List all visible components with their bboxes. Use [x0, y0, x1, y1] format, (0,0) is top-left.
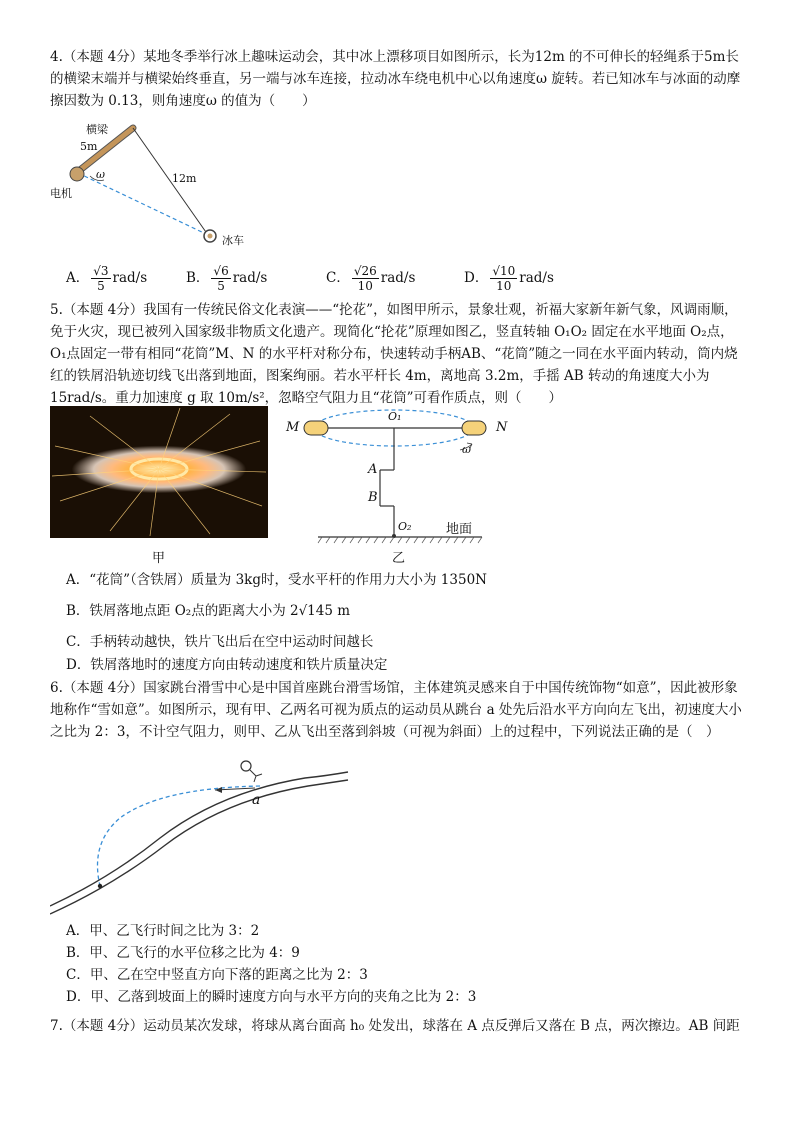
- q5-option-c[interactable]: C．手柄转动越快，铁片飞出后在空中运动时间越长: [66, 634, 374, 650]
- q4-option-c[interactable]: C． $\frac{√26}{10}$ rad/s: [326, 264, 416, 293]
- q4-option-d[interactable]: D． $\frac{√10}{10}$ rad/s: [464, 264, 554, 293]
- q5-label-b: B: [368, 490, 378, 505]
- q5-label-ground: 地面: [446, 522, 473, 537]
- q5-text: 5.（本题 4分）我国有一传统民俗文化表演——“抡花”，如图甲所示，景象壮观，祈福大家新年新气象，风调雨顺，免于火灾，现已被列入国家级非物质文化遗产。现简化“抡花”原理如图乙，竖直转轴 O₁O₂ 固定在水平地面 O₂点，O₁点固定一带有相同“花筒”M、N 的水平杆对称分布，快速转动手柄AB、“花筒”随之一同在水平面内转动，筒内烧红的铁屑沿轨迹切线飞出落到地面，图案绚丽。若水平杆长 4m，离地高 3.2m，手摇 AB 转动的角速度大小为15rad/s。重力加速度 g 取 10m/s²，忽略空气阻力且“花筒”可看作质点，则（ ）: [50, 302, 738, 406]
- q4-text: 4.（本题 4分）某地冬季举行冰上趣味运动会，其中冰上漂移项目如图所示，长为12m 的不可伸长的轻绳系于5m长的横梁末端并与横梁始终垂直，另一端与冰车连接，拉动冰车绕电机中心以角速度ω 旋转。若已知冰车与冰面的动摩擦因数为 0.13，则角速度ω 的值为（ ）: [50, 49, 741, 109]
- q4-option-a[interactable]: A． $\frac{√3}{5}$ rad/s: [66, 264, 148, 293]
- q4-figure: [50, 118, 260, 248]
- q4-beam-label: 横梁: [86, 123, 108, 136]
- q6-option-d[interactable]: D．甲、乙落到坡面上的瞬时速度方向与水平方向的夹角之比为 2：3: [66, 989, 477, 1005]
- q4-option-b[interactable]: B． $\frac{√6}{5}$ rad/s: [186, 264, 268, 293]
- q5-caption-jia: 甲: [152, 551, 166, 566]
- q4-len5-label: 5m: [80, 140, 98, 153]
- q4-omega-label: ω: [96, 168, 105, 181]
- q4-sled-label: 冰车: [222, 234, 244, 247]
- q5-photo-jia: [50, 406, 268, 538]
- q6-option-c[interactable]: C．甲、乙在空中竖直方向下落的距离之比为 2：3: [66, 967, 368, 983]
- q5-label-a: A: [368, 462, 378, 477]
- q7-text: 7.（本题 4分）运动员某次发球，将球从离台面高 h₀ 处发出，球落在 A 点反弹后又落在 B 点，两次擦边。AB 间距: [50, 1018, 740, 1034]
- q4-motor-label: 电机: [50, 187, 72, 200]
- q5-label-n: N: [496, 420, 508, 435]
- q5-caption-yi: 乙: [392, 551, 406, 566]
- q5-label-omega: ω: [462, 443, 471, 456]
- q6-label-a: a: [252, 792, 261, 808]
- q6-option-a[interactable]: A．甲、乙飞行时间之比为 3：2: [66, 923, 260, 939]
- q5-option-a[interactable]: A．“花筒”（含铁屑）质量为 3kg时，受水平杆的作用力大小为 1350N: [66, 572, 487, 588]
- q5-option-b[interactable]: B．铁屑落地点距 O₂点的距离大小为 2√145 m: [66, 603, 351, 619]
- q5-label-o2: O₂: [398, 520, 412, 533]
- q6-figure: [50, 758, 350, 918]
- q5-label-o1: O₁: [388, 410, 402, 423]
- q6-option-b[interactable]: B．甲、乙飞行的水平位移之比为 4：9: [66, 945, 300, 961]
- q5-label-m: M: [286, 420, 300, 435]
- q6-text: 6.（本题 4分）国家跳台滑雪中心是中国首座跳台滑雪场馆，主体建筑灵感来自于中国传统饰物“如意”，因此被形象地称作“雪如意”。如图所示，现有甲、乙两名可视为质点的运动员从跳台 a 处先后沿水平方向向左飞出，初速度大小之比为 2：3，不计空气阻力，则甲、乙从飞出至落到斜坡（可视为斜面）上的过程中，下列说法正确的是（ ）: [50, 680, 742, 740]
- sparks-overlay: [50, 406, 268, 538]
- q4-len12-label: 12m: [172, 172, 197, 185]
- q5-option-d[interactable]: D．铁屑落地时的速度方向由转动速度和铁片质量决定: [66, 657, 388, 673]
